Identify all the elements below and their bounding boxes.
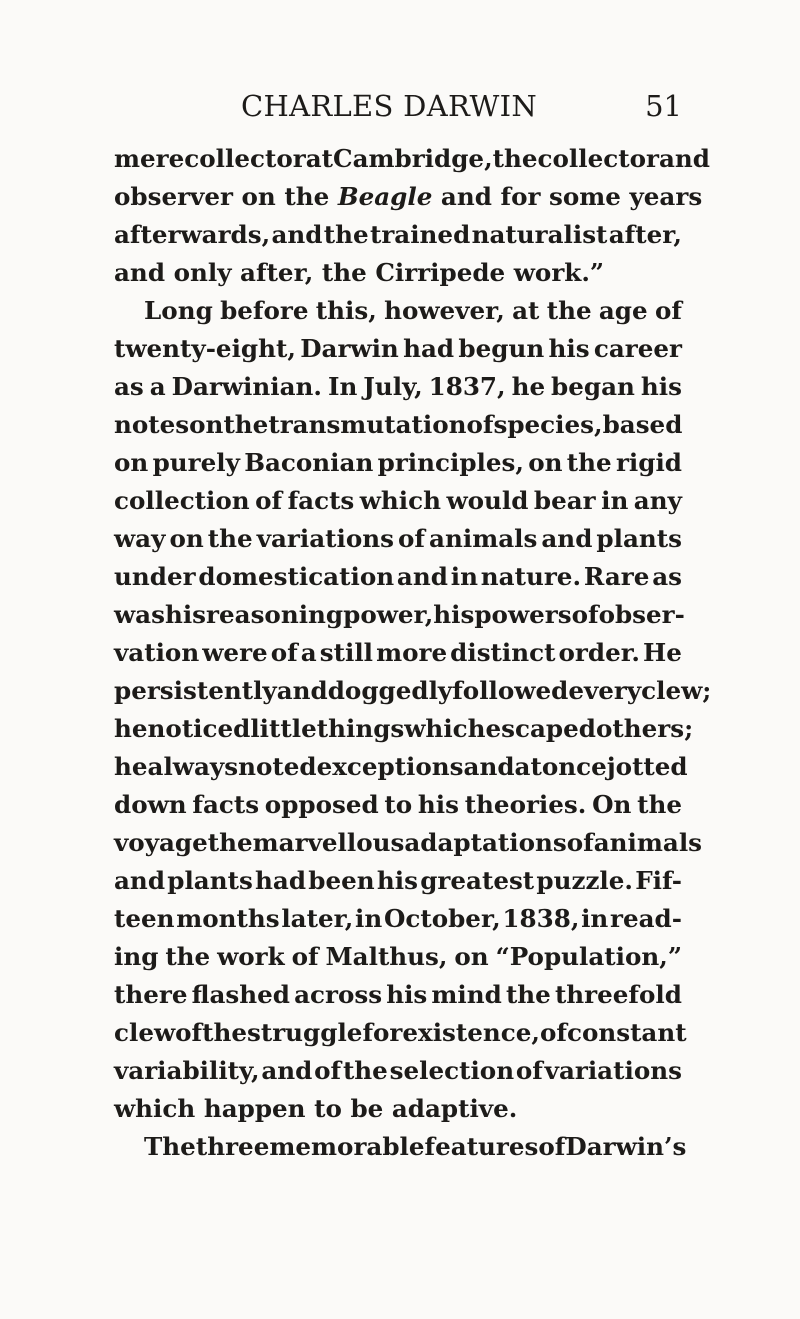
line-word: of xyxy=(654,296,682,325)
text-line xyxy=(114,368,682,406)
line-word: and xyxy=(541,524,593,553)
line-word: noticed xyxy=(147,714,251,743)
line-word: October, xyxy=(383,904,501,933)
line-word: animals xyxy=(593,828,703,857)
line-word: He xyxy=(643,638,682,667)
line-word: on xyxy=(454,942,489,971)
line-word: in xyxy=(450,562,478,591)
line-word: based xyxy=(602,410,683,439)
line-word: trained xyxy=(369,220,471,249)
line-word: his xyxy=(386,980,428,1009)
line-word: and xyxy=(261,1056,313,1085)
line-word: still xyxy=(319,638,374,667)
line-word: reasoning xyxy=(206,600,344,629)
line-word: bear xyxy=(533,486,596,515)
line-word: there xyxy=(114,980,188,1009)
page-number: 51 xyxy=(645,89,682,123)
line-word: he xyxy=(511,372,546,401)
line-word: three xyxy=(195,1132,270,1161)
line-word: collector xyxy=(537,144,659,173)
line-word: on xyxy=(114,448,149,477)
line-word: his xyxy=(640,372,682,401)
text-line xyxy=(114,558,682,596)
line-word: ing xyxy=(114,942,159,971)
body-text xyxy=(114,140,712,1166)
running-head xyxy=(96,86,682,126)
line-word: obser- xyxy=(598,600,685,629)
line-word: once xyxy=(541,752,607,781)
line-word: the xyxy=(637,790,682,819)
text-line xyxy=(114,596,685,634)
line-word: the xyxy=(165,942,211,971)
line-word: on xyxy=(189,410,224,439)
text-line xyxy=(114,254,682,292)
line-word: down xyxy=(114,790,187,819)
line-word: of xyxy=(566,828,594,857)
text-line xyxy=(114,1090,682,1128)
text-line xyxy=(114,520,682,558)
line-word: distinct xyxy=(450,638,556,667)
line-word: voyage xyxy=(114,828,208,857)
line-word: and xyxy=(276,676,328,705)
line-word: In xyxy=(327,372,358,401)
line-word: afterwards, xyxy=(114,220,271,249)
line-word: his xyxy=(548,334,590,363)
line-word: and xyxy=(396,562,448,591)
line-word: begun xyxy=(458,334,545,363)
line-word: species, xyxy=(493,410,603,439)
line-word: escaped xyxy=(485,714,596,743)
line-word: principles, xyxy=(377,448,524,477)
line-word: theories. xyxy=(464,790,587,819)
line-word: which xyxy=(359,486,441,515)
line-word: power, xyxy=(343,600,434,629)
line-word: mind xyxy=(431,980,502,1009)
line-word: at xyxy=(514,752,542,781)
text-line xyxy=(114,140,710,178)
line-word: nature. xyxy=(480,562,582,591)
text-line xyxy=(114,292,682,330)
line-word: of xyxy=(571,600,599,629)
line-word: Rare xyxy=(583,562,650,591)
text-line xyxy=(114,330,682,368)
line-word: this, xyxy=(315,296,377,325)
line-word: struggle xyxy=(247,1018,363,1047)
line-word: he xyxy=(114,752,148,781)
line-word: as xyxy=(652,562,682,591)
text-line xyxy=(114,178,703,216)
line-word: existence, xyxy=(402,1018,540,1047)
line-word: of xyxy=(539,1018,567,1047)
line-word: his xyxy=(376,866,418,895)
text-line xyxy=(114,824,703,862)
line-word: under xyxy=(114,562,196,591)
line-word: for xyxy=(362,1018,403,1047)
line-word: on xyxy=(528,448,563,477)
line-word: On xyxy=(592,790,632,819)
line-word: 1837, xyxy=(428,372,506,401)
line-word: puzzle. xyxy=(536,866,633,895)
line-word: before xyxy=(220,296,309,325)
line-word: the xyxy=(492,144,538,173)
line-word: followed xyxy=(452,676,569,705)
line-word: The xyxy=(144,1132,196,1161)
text-line xyxy=(114,710,694,748)
line-word: as xyxy=(114,372,144,401)
line-word: the xyxy=(546,296,592,325)
line-word: more xyxy=(376,638,448,667)
line-word: teen xyxy=(114,904,175,933)
line-word: began xyxy=(551,372,635,401)
line-word: flashed xyxy=(191,980,290,1009)
line-word: animals xyxy=(429,524,538,553)
line-word: of xyxy=(398,524,425,553)
line-word: would xyxy=(446,486,529,515)
text-line xyxy=(114,406,682,444)
line-word: of xyxy=(314,1056,342,1085)
text-line xyxy=(114,634,682,672)
line-word: Baconian xyxy=(244,448,374,477)
line-word: variations xyxy=(256,524,394,553)
line-word: every xyxy=(568,676,642,705)
line-word: later, xyxy=(281,904,354,933)
line-word: always xyxy=(147,752,239,781)
line-word: greatest xyxy=(420,866,535,895)
line-word: rigid xyxy=(615,448,682,477)
line-word: his xyxy=(433,600,475,629)
line-word: collection xyxy=(114,486,250,515)
line-word: variability, xyxy=(114,1056,260,1085)
line-word: marvellous xyxy=(252,828,405,857)
line-word: of xyxy=(466,410,494,439)
line-word: at xyxy=(305,144,333,173)
line-word: noted xyxy=(238,752,317,781)
line-word: exceptions xyxy=(316,752,464,781)
line-word: clew; xyxy=(641,676,712,705)
text-line xyxy=(114,862,682,900)
text-line xyxy=(114,1014,687,1052)
text-line xyxy=(114,216,682,254)
running-title: CHARLES DARWIN xyxy=(241,89,537,123)
line-word: been xyxy=(308,866,375,895)
line-word: threefold xyxy=(554,980,682,1009)
line-word: facts xyxy=(287,486,355,515)
line-word: transmutation xyxy=(268,410,467,439)
line-word: of xyxy=(270,638,298,667)
text-line xyxy=(114,1128,687,1166)
line-word: his xyxy=(164,600,207,629)
line-word: career xyxy=(593,334,682,363)
line-word: facts xyxy=(192,790,260,819)
line-word: months xyxy=(176,904,280,933)
line-word: way xyxy=(114,524,166,553)
line-word: he xyxy=(114,714,148,743)
line-word: domestication xyxy=(198,562,395,591)
line-word: memorable xyxy=(269,1132,425,1161)
line-word: had xyxy=(403,334,455,363)
line-word: and xyxy=(114,866,166,895)
line-word: read- xyxy=(610,904,682,933)
line-word: Darwinian. xyxy=(171,372,322,401)
text-line xyxy=(114,672,712,710)
line-word: clew xyxy=(114,1018,176,1047)
line-word: in xyxy=(581,904,609,933)
line-word: opposed xyxy=(264,790,379,819)
line-word: 1838, xyxy=(502,904,580,933)
text-line xyxy=(114,444,682,482)
line-word: observer on the xyxy=(114,182,338,211)
line-word: “Population,” xyxy=(495,942,682,971)
line-word: in xyxy=(601,486,629,515)
line-word: of xyxy=(291,942,319,971)
line-word: July, xyxy=(363,372,423,401)
line-text: which happen to be adaptive. xyxy=(114,1094,518,1123)
line-word: Cambridge, xyxy=(333,144,493,173)
line-word: Malthus, xyxy=(325,942,448,971)
line-word: variations xyxy=(544,1056,682,1085)
text-line xyxy=(114,938,682,976)
line-word: a xyxy=(300,638,317,667)
text-line xyxy=(114,748,688,786)
line-word: the xyxy=(323,220,369,249)
line-word: plants xyxy=(167,866,253,895)
line-word: and xyxy=(271,220,323,249)
line-word: Darwin xyxy=(300,334,399,363)
line-word: on xyxy=(169,524,204,553)
text-line xyxy=(114,900,682,938)
line-word: across xyxy=(294,980,383,1009)
line-word: the xyxy=(505,980,551,1009)
line-word: constant xyxy=(566,1018,687,1047)
line-word: of xyxy=(538,1132,566,1161)
line-word: persistently xyxy=(114,676,277,705)
line-word: powers xyxy=(474,600,572,629)
line-word: of xyxy=(175,1018,203,1047)
line-word: however, xyxy=(384,296,505,325)
text-line xyxy=(114,482,682,520)
line-word: and xyxy=(463,752,515,781)
line-word: to xyxy=(384,790,413,819)
line-word: the xyxy=(207,524,253,553)
line-word: little xyxy=(250,714,317,743)
line-word: and for some years xyxy=(432,182,703,211)
line-word: collector xyxy=(184,144,306,173)
line-word: Darwin’s xyxy=(565,1132,687,1161)
text-line xyxy=(114,786,682,824)
line-word: were xyxy=(202,638,268,667)
line-word: any xyxy=(633,486,682,515)
line-word: after, xyxy=(608,220,682,249)
line-word: selection xyxy=(389,1056,515,1085)
line-word: age xyxy=(598,296,648,325)
text-line xyxy=(114,1052,682,1090)
line-word: purely xyxy=(152,448,240,477)
line-word: had xyxy=(255,866,307,895)
line-word: the xyxy=(207,828,253,857)
line-word: doggedly xyxy=(327,676,453,705)
line-word: twenty-eight, xyxy=(114,334,296,363)
line-word: order. xyxy=(558,638,640,667)
line-word: at xyxy=(512,296,540,325)
line-word: features xyxy=(424,1132,539,1161)
line-word: work xyxy=(217,942,285,971)
italic-ship-name: Beagle xyxy=(337,182,433,211)
line-word: others; xyxy=(595,714,694,743)
line-word: was xyxy=(114,600,165,629)
line-word: the xyxy=(342,1056,388,1085)
line-word: the xyxy=(566,448,612,477)
line-word: the xyxy=(223,410,269,439)
line-word: his xyxy=(417,790,459,819)
line-word: adaptations xyxy=(404,828,567,857)
line-word: in xyxy=(355,904,383,933)
line-word: the xyxy=(202,1018,248,1047)
line-word: vation xyxy=(114,638,200,667)
line-word: of xyxy=(515,1056,543,1085)
line-word: a xyxy=(149,372,166,401)
line-word: and xyxy=(658,144,710,173)
text-line xyxy=(114,976,682,1014)
line-word: mere xyxy=(114,144,185,173)
line-word: which xyxy=(404,714,486,743)
line-word: things xyxy=(316,714,405,743)
line-word: plants xyxy=(596,524,682,553)
line-word: of xyxy=(255,486,283,515)
line-text: and only after, the Cirripede work.” xyxy=(114,258,605,287)
line-word: Fif- xyxy=(635,866,682,895)
line-word: Long xyxy=(144,296,213,325)
line-word: notes xyxy=(114,410,190,439)
line-word: naturalist xyxy=(471,220,608,249)
line-word: jotted xyxy=(606,752,688,781)
